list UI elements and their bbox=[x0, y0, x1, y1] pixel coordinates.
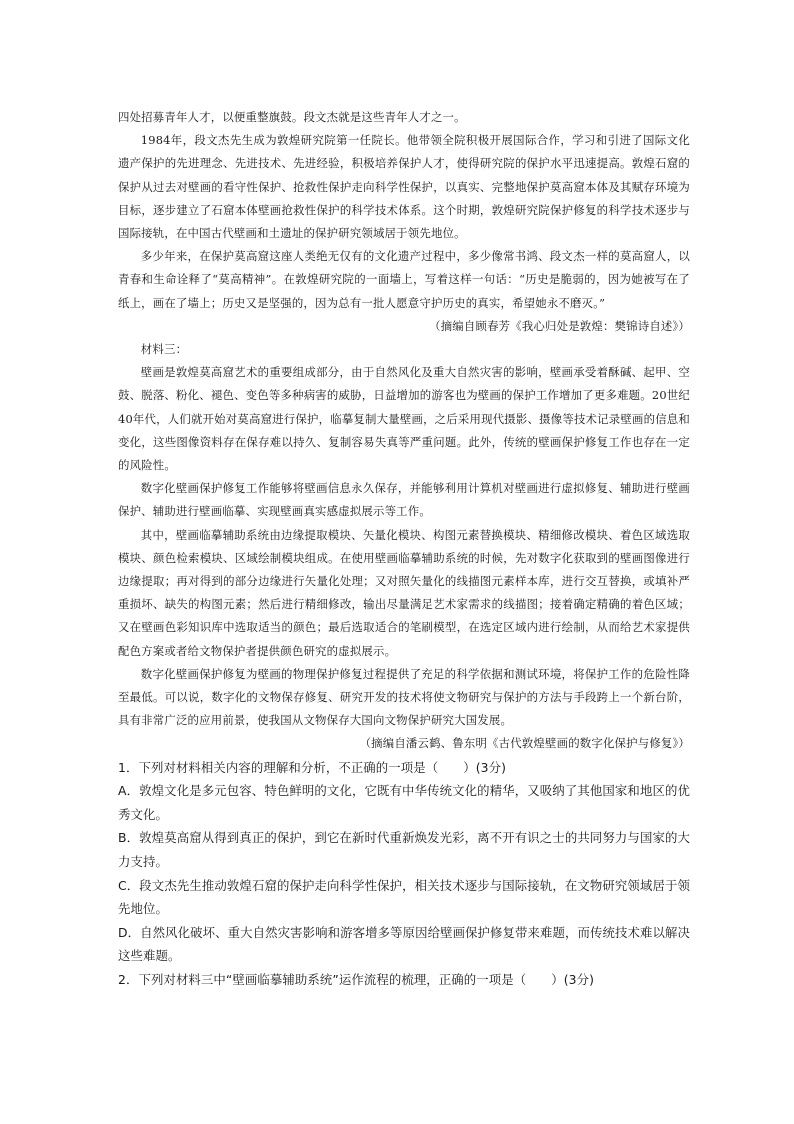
option-d: D．自然风化破坏、重大自然灾害影响和游客增多等原因给壁画保护修复带来难题，而传统技术难以解决这些难题。 bbox=[118, 924, 690, 964]
question-stem: 1．下列对材料相关内容的理解和分析，不正确的一项是（ ）(3分) bbox=[118, 759, 507, 775]
option-c: C．段文杰先生推动敦煌石窟的保护走向科学性保护，相关技术逐步与国际接轨，在文物研究领域居于领先地位。 bbox=[118, 877, 690, 917]
source-citation: （摘编自潘云鹤、鲁东明《古代敦煌壁画的数字化保护与修复》） bbox=[359, 736, 690, 751]
question-stem: 2．下列对材料三中“壁画临摹辅助系统”运作流程的梳理，正确的一项是（ ）(3分) bbox=[118, 972, 595, 988]
question-1 bbox=[118, 756, 690, 968]
option-a: A．敦煌文化是多元包容、特色鲜明的文化，它既有中华传统文化的精华，又吸纳了其他国家和地区的优秀文化。 bbox=[118, 783, 690, 822]
source-citation: （摘编自顾春芳《我心归处是敦煌：樊锦诗自述》） bbox=[429, 318, 690, 333]
paragraph: 其中，壁画临摹辅助系统由边缘提取模块、矢量化模块、构图元素替换模块、精细修改模块、着色区域选取模块、颜色检索模块、区域绘制模块组成。在使用壁画临摹辅助系统的时候，先对数字化获取到的壁画图像进行边缘提取；再对得到的部分边缘进行矢量化处理；又对照矢量化的线描图元素样本库，进行交互替换，或填补严重损坏、缺失的构图元素；然后进行精细修改，输出尽量满足艺术家需求的线描图；接着确定精确的着色区域；又在壁画色彩知识库中选取适当的颜色；最后选取适合的笔刷模型，在选定区域内进行绘制，从而给艺术家提供配色方案或者给文物保护者提供颜色研究的虚拟展示。 bbox=[118, 527, 690, 658]
paragraph: 壁画是敦煌莫高窟艺术的重要组成部分，由于自然风化及重大自然灾害的影响，壁画承受着酥碱、起甲、空鼓、脱落、粉化、褪色、变色等多种病害的威胁，日益增加的游客也为壁画的保护工作增加了更多难题。20世纪40年代，人们就开始对莫高窟进行保护，临摹复制大量壁画，之后采用现代摄影、摄像等技术记录壁画的信息和变化，这些图像资料存在保存难以持久、复制容易失真等严重问题。此外，传统的壁画保护修复工作也存在一定的风险性。 bbox=[118, 365, 690, 473]
paragraph: 多少年来，在保护莫高窟这座人类绝无仅有的文化遗产过程中，多少像常书鸿、段文杰一样的莫高窟人，以青春和生命诠释了“莫高精神”。在敦煌研究院的一面墙上，写着这样一句话：“历史是脆弱的，因为她被写在了纸上，画在了墙上；历史又是坚强的，因为总有一批人愿意守护历史的真实，希望她永不磨灭。” bbox=[118, 249, 690, 310]
question-2 bbox=[118, 968, 690, 992]
paragraph: 1984年，段文杰先生成为敦煌研究院第一任院长。他带领全院积极开展国际合作，学习和引进了国际文化遗产保护的先进理念、先进技术、先进经验，积极培养保护人才，使得研究院的保护水平迅速提高。敦煌石窟的保护从过去对壁画的看守性保护、抢救性保护走向科学性保护，以真实、完整地保护莫高窟本体及其赋存环境为目标，逐步建立了石窟本体壁画抢救性保护的科学技术体系。这个时期，敦煌研究院保护修复的科学技术逐步与国际接轨，在中国古代壁画和土遗址的保护研究领域居于领先地位。 bbox=[118, 133, 690, 241]
paragraph: 数字化壁画保护修复为壁画的物理保护修复过程提供了充足的科学依据和测试环境，将保护工作的危险性降至最低。可以说，数字化的文物保存修复、研究开发的技术将使文物研究与保护的方法与手段跨上一个新台阶，具有非常广泛的应用前景，使我国从文物保存大国向文物保护研究大国发展。 bbox=[118, 666, 690, 728]
material-heading: 材料三： bbox=[140, 342, 188, 357]
paragraph: 四处招募青年人才，以便重整旗鼓。段文杰就是这些青年人才之一。 bbox=[118, 110, 466, 124]
material-2-continued bbox=[118, 106, 690, 338]
paragraph: 数字化壁画保护修复工作能够将壁画信息永久保存，并能够利用计算机对壁画进行虚拟修复、辅助进行壁画保护、辅助进行壁画临摹、实现壁画真实感虚拟展示等工作。 bbox=[118, 481, 690, 519]
material-3 bbox=[118, 338, 690, 756]
option-b: B．敦煌莫高窟从得到真正的保护，到它在新时代重新焕发光彩，离不开有识之士的共同努力与国家的大力支持。 bbox=[118, 830, 690, 870]
document-page bbox=[118, 106, 690, 992]
